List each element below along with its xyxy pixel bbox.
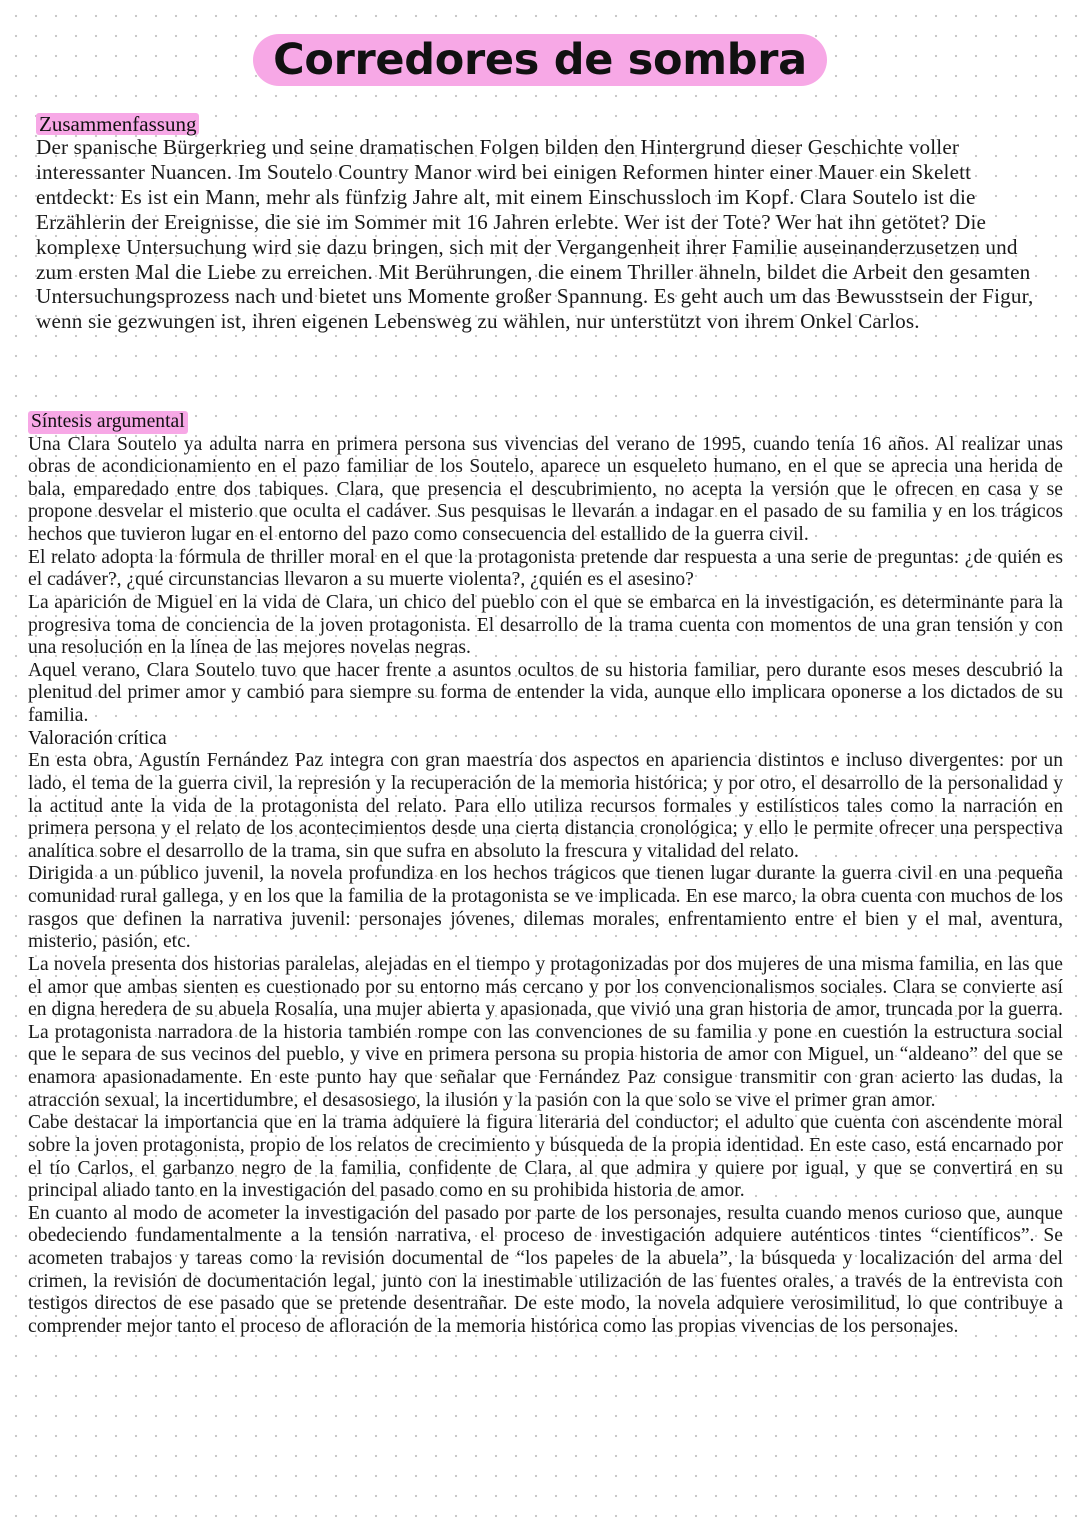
critique-paragraph: Cabe destacar la importancia que en la trama adquiere la figura literaria del conductor; el adulto que cuenta con ascendente moral sobre la joven protagonista, propio de los relatos de crecimiento y búsqueda de la propia identidad. En este caso, está encarnado por el tío Carlos, el garbanzo negro de la familia, confidente de Clara, al que admira y quiere por igual, y que se convertirá en su principal aliado tanto en la investigación del pasado como en su prohibida historia de amor.: [28, 1112, 1063, 1202]
synopsis-paragraph: La aparición de Miguel en la vida de Clara, un chico del pueblo con el que se embarca en la investigación, es determinante para la progresiva toma de conciencia de la joven protagonista. El desarrollo de la trama cuenta con momentos de una gran tensión y con una resolución en la línea de las mejores novelas negras.: [28, 591, 1063, 659]
summary-section: [0, 113, 1080, 334]
synopsis-heading: Síntesis argumental: [28, 411, 188, 434]
critique-paragraph: Dirigida a un público juvenil, la novela profundiza en los hechos trágicos que tienen lugar durante la guerra civil en una pequeña comunidad rural gallega, y en los que la familia de la protagonista se ve implicada. En ese marco, la obra cuenta con muchos de los rasgos que definen la narrativa juvenil: personajes jóvenes, dilemas morales, enfrentamiento entre el bien y el mal, aventura, misterio, pasión, etc.: [28, 863, 1063, 953]
synopsis-paragraph: Una Clara Soutelo ya adulta narra en primera persona sus vivencias del verano de 1995, cuando tenía 16 años. Al realizar unas obras de acondicionamiento en el pazo familiar de los Soutelo, aparece un esqueleto humano, en el que se aprecia una herida de bala, emparedado entre dos tabiques. Clara, que presencia el descubrimiento, no acepta la versión que le ofrecen en casa y se propone desvelar el misterio que oculta el cadáver. Sus pesquisas le llevarán a indagar en el pasado de su familia y en los trágicos hechos que tuvieron lugar en el entorno del pazo como consecuencia del estallido de la guerra civil.: [28, 433, 1063, 546]
critique-paragraph: En esta obra, Agustín Fernández Paz integra con gran maestría dos aspectos en apariencia distintos e incluso divergentes: por un lado, el tema de la guerra civil, la represión y la recuperación de la memoria histórica; y por otro, el desarrollo de la personalidad y la actitud ante la vida de la protagonista del relato. Para ello utiliza recursos formales y estilísticos tales como la narración en primera persona y el relato de los acontecimientos desde una cierta distancia cronológica; y ello le permite ofrecer una perspectiva analítica sobre el desarrollo de la trama, sin que sufra en absoluto la frescura y vitalidad del relato.: [28, 750, 1063, 862]
synopsis-paragraph: El relato adopta la fórmula de thriller moral en el que la protagonista pretende dar respuesta a una serie de preguntas: ¿de quién es el cadáver?, ¿qué circunstancias llevaron a su muerte violenta?, ¿quién es el asesino?: [28, 546, 1063, 591]
summary-heading: Zusammenfassung: [36, 113, 199, 135]
synopsis-paragraph: Aquel verano, Clara Soutelo tuvo que hacer frente a asuntos ocultos de su historia familiar, pero durante esos meses descubrió la plenitud del primer amor y cambió para siempre su forma de entender la vida, aunque ello implicara oponerse a los dictados de su familia.: [28, 659, 1063, 727]
page-title: Corredores de sombra: [253, 34, 827, 86]
critique-paragraph: En cuanto al modo de acometer la investigación del pasado por parte de los personajes, resulta cuando menos curioso que, aunque obedeciendo fundamentalmente a la tensión narrativa, el proceso de investigación adquiere auténticos tintes “científicos”. Se acometen trabajos y tareas como la revisión documental de “los papeles de la abuela”, la búsqueda y localización del arma del crimen, la revisión de documentación legal, junto con la inestimable utilización de las fuentes orales, a través de la entrevista con testigos directos de ese pasado que se pretende desentrañar. De este modo, la novela adquiere verosimilitud, lo que contribuye a comprender mejor tanto el proceso de afloración de la memoria histórica como las propias vivencias de los personajes.: [28, 1202, 1063, 1337]
critique-paragraph: La novela presenta dos historias paralelas, alejadas en el tiempo y protagonizadas por dos mujeres de una misma familia, en las que el amor que ambas sienten es cuestionado por su entorno más cercano y por los convencionalismos sociales. Clara se convierte así en digna heredera de su abuela Rosalía, una mujer abierta y apasionada, que vivió una gran historia de amor, truncada por la guerra. La protagonista narradora de la historia también rompe con las convenciones de su familia y pone en cuestión la estructura social que le separa de sus vecinos del pueblo, y vive en primera persona su propia historia de amor con Miguel, un “aldeano” del que se enamora apasionadamente. En este punto hay que señalar que Fernández Paz consigue transmitir con gran acierto las dudas, la atracción sexual, la incertidumbre, el desasosiego, la ilusión y la pasión con la que solo se vive el primer gran amor.: [28, 953, 1063, 1111]
summary-text: Der spanische Bürgerkrieg und seine dramatischen Folgen bilden den Hintergrund dieser Geschichte voller interessanter Nuancen. Im Soutelo Country Manor wird bei einigen Reformen hinter einer Mauer ein Skelett entdeckt: Es ist ein Mann, mehr als fünfzig Jahre alt, mit einem Einschussloch im Kopf. Clara Soutelo ist die Erzählerin der Ereignisse, die sie im Sommer mit 16 Jahren erlebte. Wer ist der Tote? Wer hat ihn getötet? Die komplexe Untersuchung wird sie dazu bringen, sich mit der Vergangenheit ihrer Familie auseinanderzusetzen und zum ersten Mal die Liebe zu erreichen. Mit Berührungen, die einem Thriller ähneln, bildet die Arbeit den gesamten Untersuchungsprozess nach und bietet uns Momente großer Spannung. Es geht auch um das Bewusstsein der Figur, wenn sie gezwungen ist, ihren eigenen Lebensweg zu wählen, nur unterstützt von ihrem Onkel Carlos.: [36, 135, 1034, 334]
critique-heading: Valoración crítica: [28, 727, 167, 749]
title-container: [0, 34, 1080, 86]
synopsis-section: [0, 411, 1080, 1339]
